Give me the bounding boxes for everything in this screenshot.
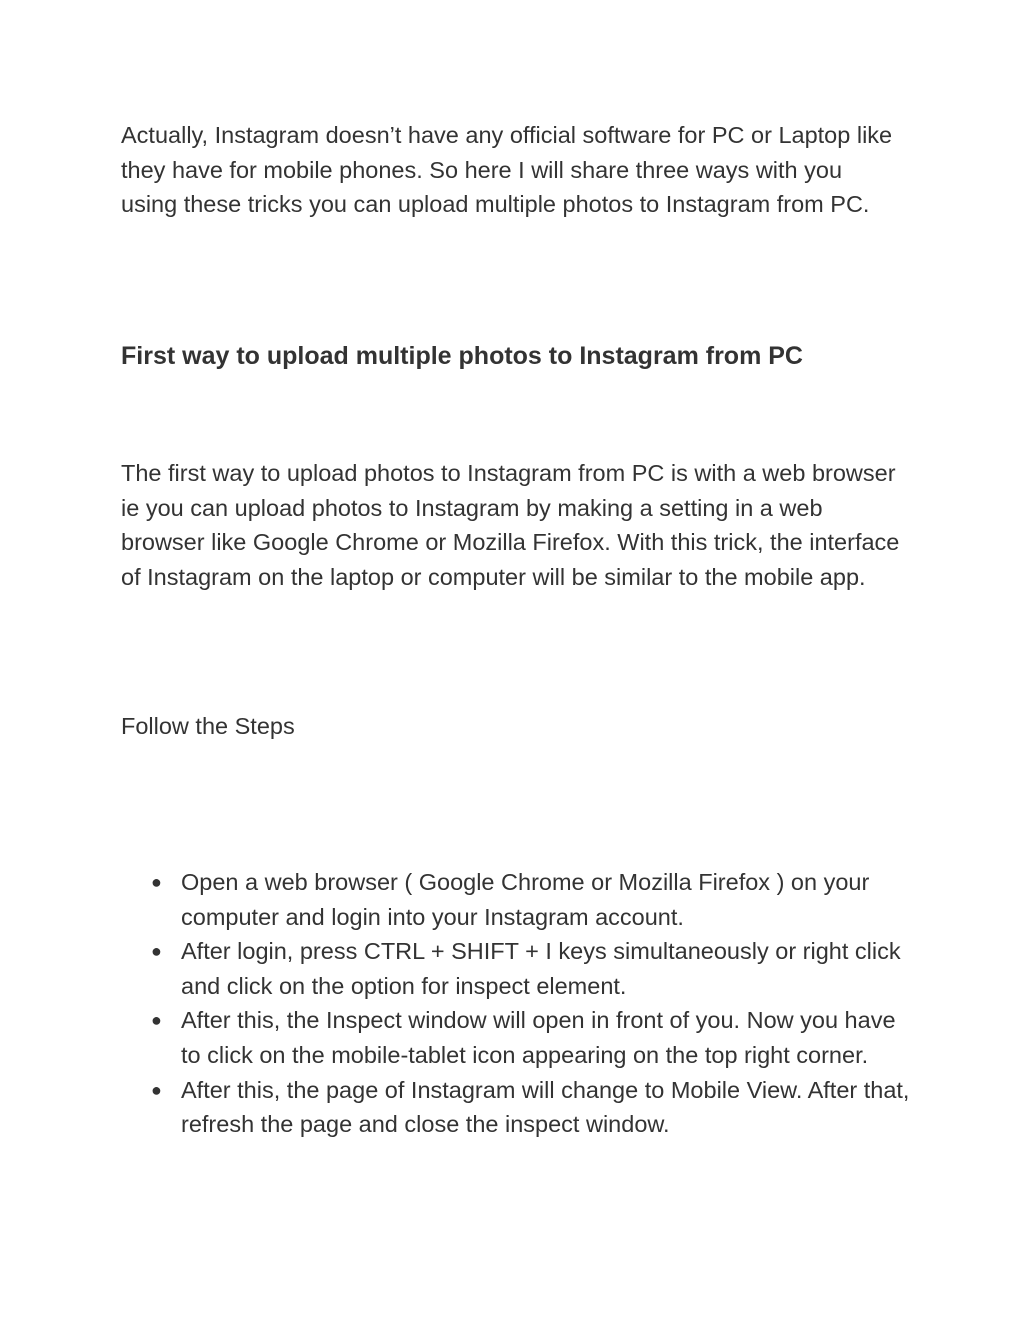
bullet-icon: ● [151, 1079, 162, 1100]
section-heading: First way to upload multiple photos to Instagram from PC [121, 342, 803, 370]
step-item [121, 865, 911, 934]
step-item [121, 1003, 911, 1072]
step-text: After login, press CTRL + SHIFT + I keys simultaneously or right click and click on the option for inspect element. [181, 938, 901, 999]
steps-list [121, 865, 911, 1142]
follow-steps-label: Follow the Steps [121, 713, 295, 739]
step-text: After this, the Inspect window will open in front of you. Now you have to click on the mobile-tablet icon appearing on the top right corner. [181, 1007, 896, 1068]
bullet-icon: ● [151, 1010, 162, 1031]
step-text: After this, the page of Instagram will change to Mobile View. After that, refresh the page and close the inspect window. [181, 1076, 910, 1138]
step-text: Open a web browser ( Google Chrome or Mozilla Firefox ) on your computer and login into your Instagram account. [181, 869, 870, 930]
step-item [121, 934, 911, 1003]
bullet-icon: ● [151, 941, 162, 962]
step-item [121, 1073, 911, 1142]
intro-paragraph: Actually, Instagram doesn’t have any official software for PC or Laptop like they have for mobile phones. So here I will share three ways with you using these tricks you can upload multiple photos to Instagram from PC. [121, 122, 893, 218]
bullet-icon: ● [151, 872, 162, 892]
first-way-paragraph: The first way to upload photos to Instagram from PC is with a web browser ie you can upload photos to Instagram by making a setting in a web browser like Google Chrome or Mozilla Firefox. With this trick, the interface of Instagram on the laptop or computer will be similar to the mobile app. [121, 460, 900, 590]
